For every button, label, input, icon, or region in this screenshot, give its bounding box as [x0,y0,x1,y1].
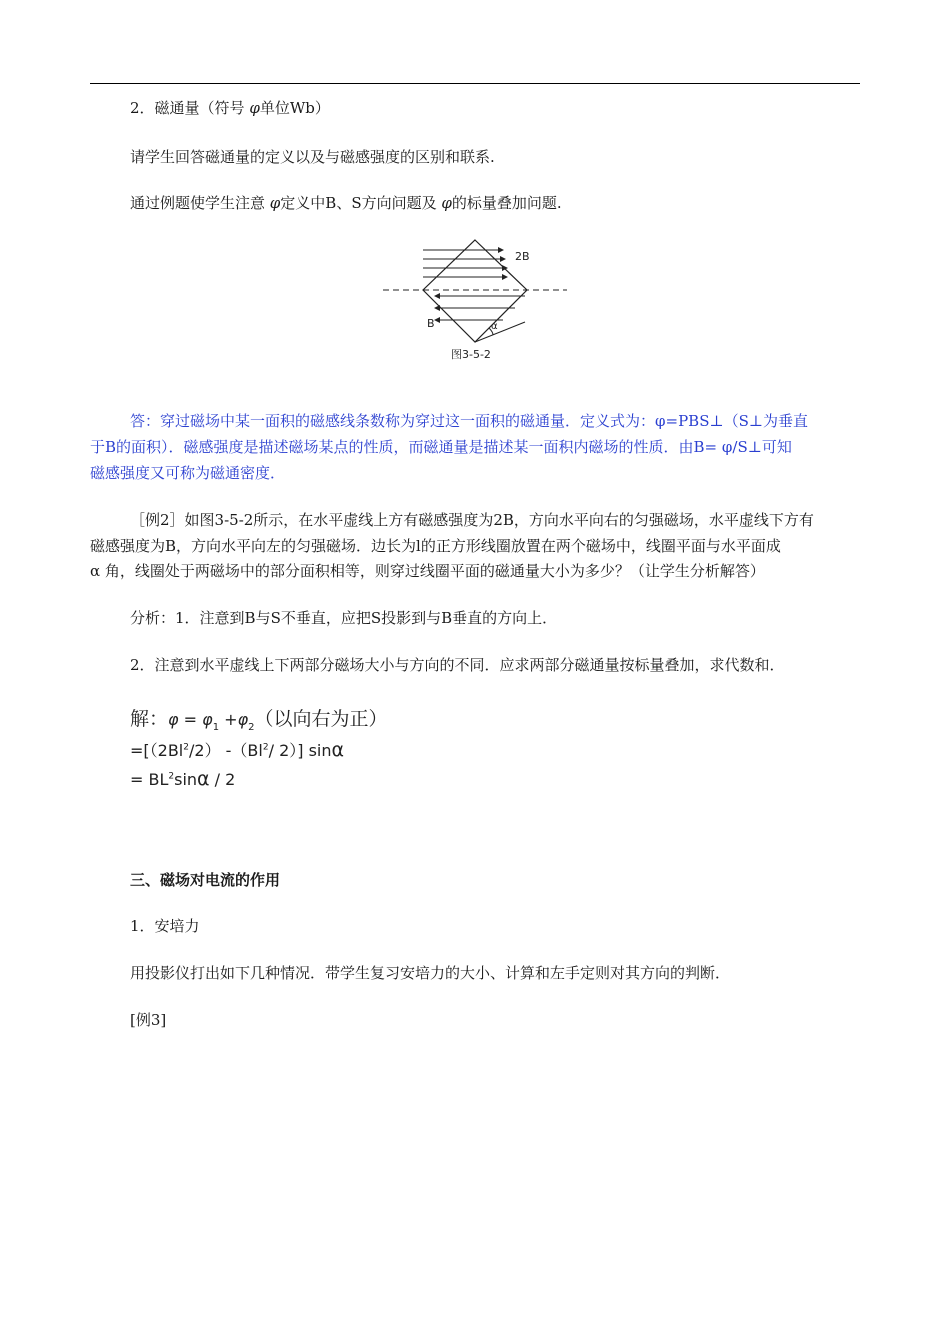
heading-magnetic-flux [130,97,330,119]
phi-symbol: φ [249,99,260,117]
label-2b: 2B [515,250,530,263]
heading-text-rest: 单位Wb） [259,99,330,117]
top-rule [90,83,860,84]
answer-line-1: 答：穿过磁场中某一面积的磁感线条数称为穿过这一面积的磁通量．定义式为：φ=PBS⊥（S⊥为垂直 [130,412,808,430]
expr-b: /2） -（Bl [189,741,263,760]
figure-3-5-2 [375,232,575,367]
superscript: 2 [262,742,269,753]
phi-symbol: φ [269,194,281,212]
q2-text-c: 的标量叠加问题. [451,194,562,212]
question-2 [130,192,562,214]
item-1-text: 用投影仪打出如下几种情况．带学生复习安培力的大小、计算和左手定则对其方向的判断． [130,964,731,982]
example-3: [例3] [130,1011,167,1029]
label-b: B [427,317,435,330]
phi-symbol: φ [441,194,452,212]
example-2-line-3: α 角，线圈处于两磁场中的部分面积相等，则穿过线圈平面的磁通量大小为多少？（让学生分析解答） [90,562,765,580]
solution-line-3 [130,768,235,790]
solution-note: （以向右为正） [254,708,388,730]
figure-caption: 图3-5-2 [451,348,491,361]
subscript-2: 2 [248,721,255,733]
expr-a: =[（2Bl [130,741,184,760]
q2-text-a: 通过例题使学生注意 [130,194,270,212]
label-alpha: α [491,321,498,332]
question-1: 请学生回答磁通量的定义以及与磁感强度的区别和联系. [130,148,495,166]
solution-label: 解： [130,708,169,730]
item-1-ampere-force: 1．安培力 [130,917,200,935]
section-3-title: 三、磁场对电流的作用 [130,871,281,889]
expr-c: / 2 [209,770,236,789]
analysis-2: 2．注意到水平虚线上下两部分磁场大小与方向的不同．应求两部分磁通量按标量叠加，求代数和． [130,656,785,674]
superscript: 2 [168,771,175,782]
solution-line-1 [130,704,388,733]
subscript-1: 1 [212,721,220,733]
analysis-1: 分析：1．注意到B与S不垂直，应把S投影到与B垂直的方向上． [130,609,558,627]
superscript: 2 [183,742,189,753]
alpha-symbol: α [197,768,210,790]
expr-c: / 2）] sin [268,741,332,760]
answer-line-3: 磁感强度又可称为磁通密度． [90,464,286,482]
angle-line [475,322,525,342]
example-2-line-2: 磁感强度为B，方向水平向左的匀强磁场．边长为l的正方形线圈放置在两个磁场中，线圈平面与水平面成 [90,537,781,555]
solution-line-2 [130,738,344,761]
q2-text-b: 定义中B、S方向问题及 [280,194,442,212]
square-coil [423,240,527,342]
answer-line-2: 于B的面积）．磁感强度是描述磁场某点的性质，而磁通量是描述某一面积内磁场的性质．由B= φ/S⊥可知 [90,438,792,456]
alpha-symbol: α [331,739,345,761]
heading-text: 2．磁通量（符号 [130,99,250,117]
expr-sin: sin [174,770,198,789]
expr-a: = BL [130,770,169,789]
example-2-line-1: ［例2］如图3-5-2所示，在水平虚线上方有磁感强度为2B，方向水平向右的匀强磁场，水平虚线下方有 [130,511,814,529]
solution-expr-plus: +φ [219,710,249,729]
solution-expr: φ = φ [168,710,213,729]
